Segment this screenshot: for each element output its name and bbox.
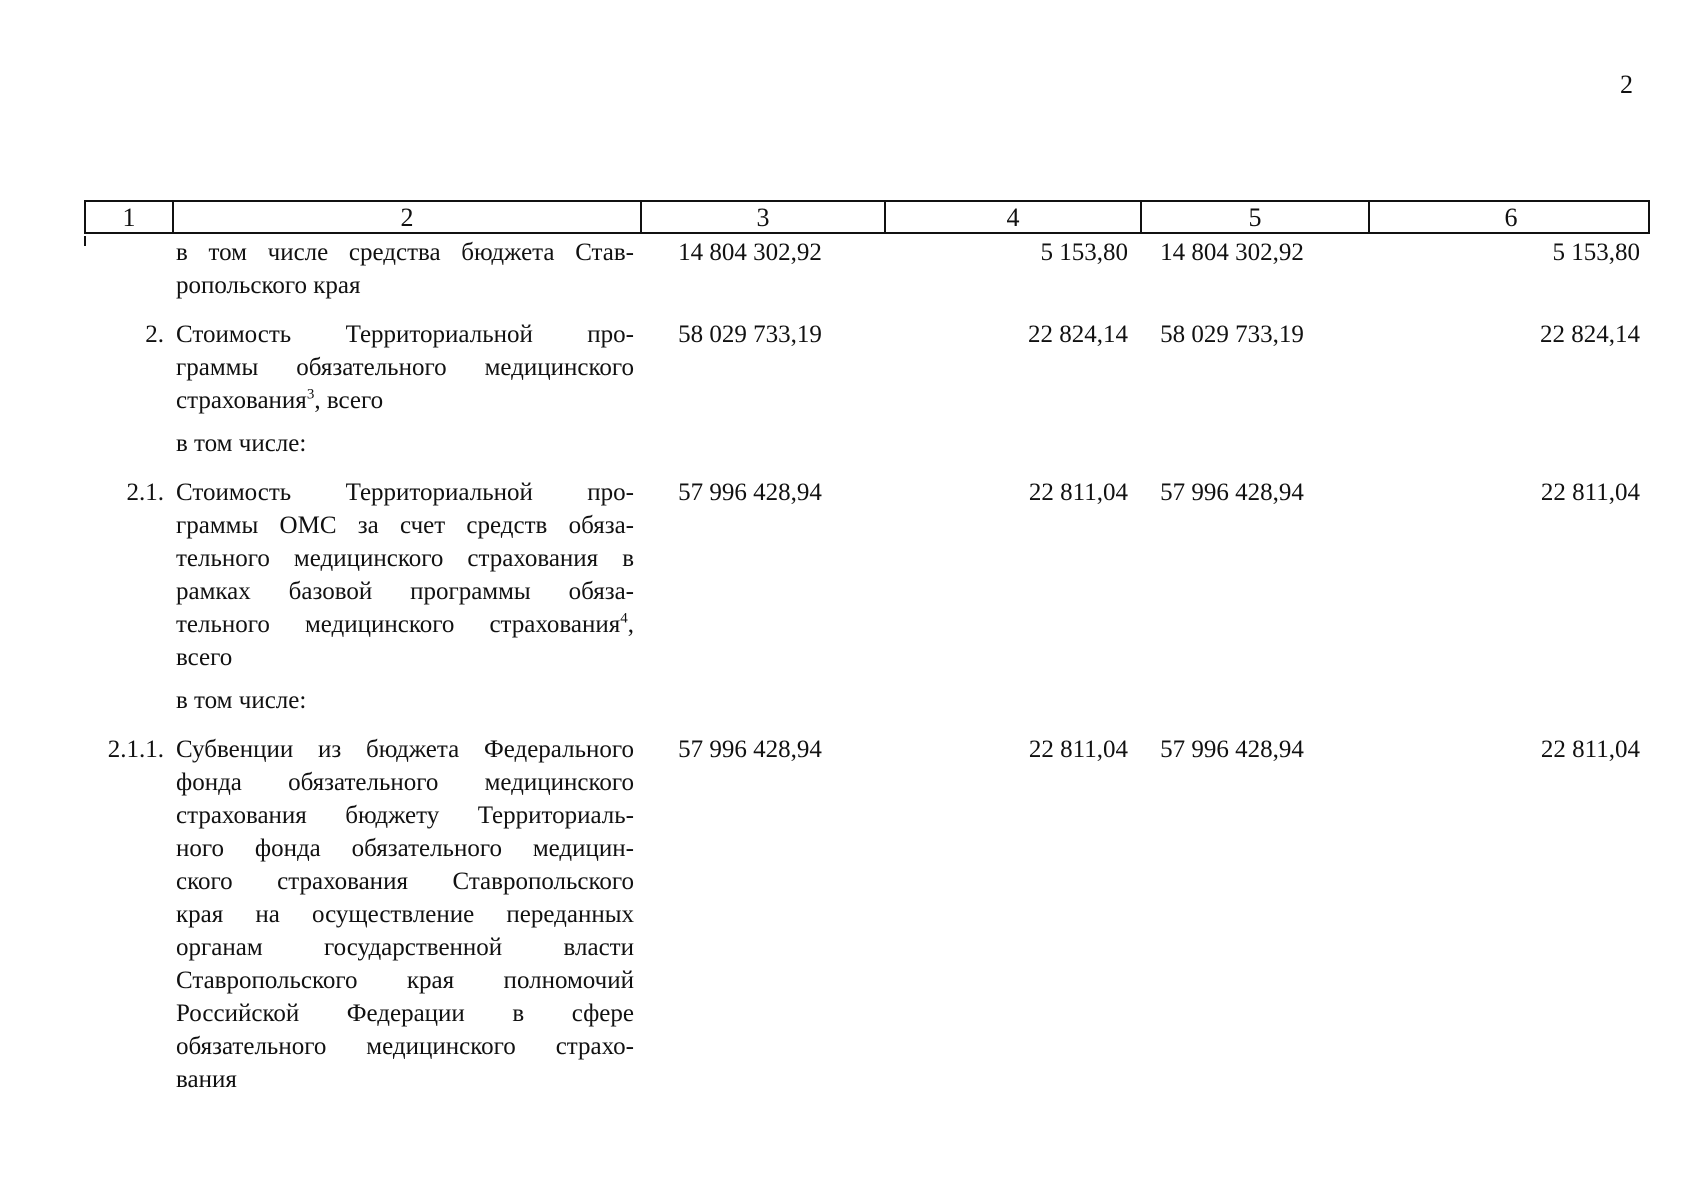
row-label-line: ного фонда обязательного медицин- <box>176 835 634 862</box>
row-label-line: рамках базовой программы обяза- <box>176 578 634 605</box>
header-col-2: 2 <box>172 202 640 234</box>
row-label-line: граммы ОМС за счет средств обяза- <box>176 512 634 539</box>
value-col-5 <box>1138 684 1366 717</box>
table-row <box>84 733 1650 1096</box>
value-col-6: 22 811,04 <box>1540 736 1640 763</box>
value-col-3: 57 996 428,94 <box>678 736 822 763</box>
table-header-row <box>84 200 1650 234</box>
row-label-line: тельного медицинского страхования в <box>176 545 634 572</box>
row-label-line: вания <box>176 1066 237 1093</box>
row-label-line: граммы обязательного медицинского <box>176 354 634 381</box>
value-col-6 <box>1366 684 1650 717</box>
value-col-6: 22 811,04 <box>1540 479 1640 506</box>
row-label <box>170 318 638 417</box>
value-col-3 <box>638 684 882 717</box>
header-col-1: 1 <box>122 203 136 232</box>
row-label <box>170 733 638 1096</box>
value-col-4 <box>882 427 1138 460</box>
row-label <box>170 236 638 302</box>
page-number: 2 <box>1620 70 1633 99</box>
row-label-line: органам государственной власти <box>176 934 634 961</box>
row-number: 2.1. <box>126 479 164 506</box>
row-label-line: страхования$^3$, всего <box>176 386 384 414</box>
value-col-3: 14 804 302,92 <box>678 239 822 266</box>
row-number: 2.1.1. <box>107 736 164 763</box>
header-col-3: 3 <box>640 202 884 234</box>
value-col-3 <box>638 427 882 460</box>
row-label-line: в том числе: <box>176 430 307 457</box>
row-label-line: края на осуществление переданных <box>176 901 634 928</box>
row-number <box>84 427 170 460</box>
table-row <box>84 684 1650 717</box>
value-col-3: 57 996 428,94 <box>678 479 822 506</box>
row-label-line: страхования бюджету Территориаль- <box>176 802 634 829</box>
row-label-line: тельного медицинского страхования$^4$, <box>176 610 634 638</box>
left-border-stub <box>84 236 172 246</box>
row-label-line: Субвенции из бюджета Федерального <box>176 736 634 763</box>
row-label-line: фонда обязательного медицинского <box>176 769 634 796</box>
row-label-line: в том числе средства бюджета Став- <box>176 239 634 266</box>
value-col-4: 22 811,04 <box>1028 479 1128 506</box>
value-col-4: 22 811,04 <box>1028 736 1128 763</box>
value-col-6: 22 824,14 <box>1540 321 1640 348</box>
footnote-mark: 3 <box>306 386 315 403</box>
value-col-5: 57 996 428,94 <box>1160 736 1304 763</box>
value-col-6: 5 153,80 <box>1552 239 1640 266</box>
row-label-line: всего <box>176 644 233 671</box>
row-label <box>170 476 638 674</box>
footnote-mark: 4 <box>620 610 628 627</box>
header-col-6: 6 <box>1368 202 1652 234</box>
value-col-4 <box>882 684 1138 717</box>
row-label-line: ского страхования Ставропольского <box>176 868 634 895</box>
row-label <box>170 427 638 460</box>
header-col-4: 4 <box>884 202 1140 234</box>
row-label-line: обязательного медицинского страхо- <box>176 1033 634 1060</box>
row-label-line: Стоимость Территориальной про- <box>176 321 634 348</box>
row-label <box>170 684 638 717</box>
table-row <box>84 318 1650 417</box>
value-col-5: 57 996 428,94 <box>1160 479 1304 506</box>
value-col-5 <box>1138 427 1366 460</box>
row-label-line: ропольского края <box>176 272 361 299</box>
value-col-4: 5 153,80 <box>1040 239 1128 266</box>
budget-table <box>84 200 1650 1096</box>
table-row <box>84 476 1650 674</box>
table-body <box>84 236 1650 1096</box>
row-number: 2. <box>145 321 164 348</box>
value-col-4: 22 824,14 <box>1028 321 1128 348</box>
row-label-line: Стоимость Территориальной про- <box>176 479 634 506</box>
row-label-line: Российской Федерации в сфере <box>176 1000 634 1027</box>
value-col-6 <box>1366 427 1650 460</box>
header-col-5: 5 <box>1140 202 1368 234</box>
value-col-3: 58 029 733,19 <box>678 321 822 348</box>
value-col-5: 14 804 302,92 <box>1160 239 1304 266</box>
value-col-5: 58 029 733,19 <box>1160 321 1304 348</box>
row-number <box>84 684 170 717</box>
table-row <box>84 427 1650 460</box>
row-label-line: в том числе: <box>176 687 307 714</box>
row-label-line: Ставропольского края полномочий <box>176 967 634 994</box>
table-row <box>84 236 1650 302</box>
